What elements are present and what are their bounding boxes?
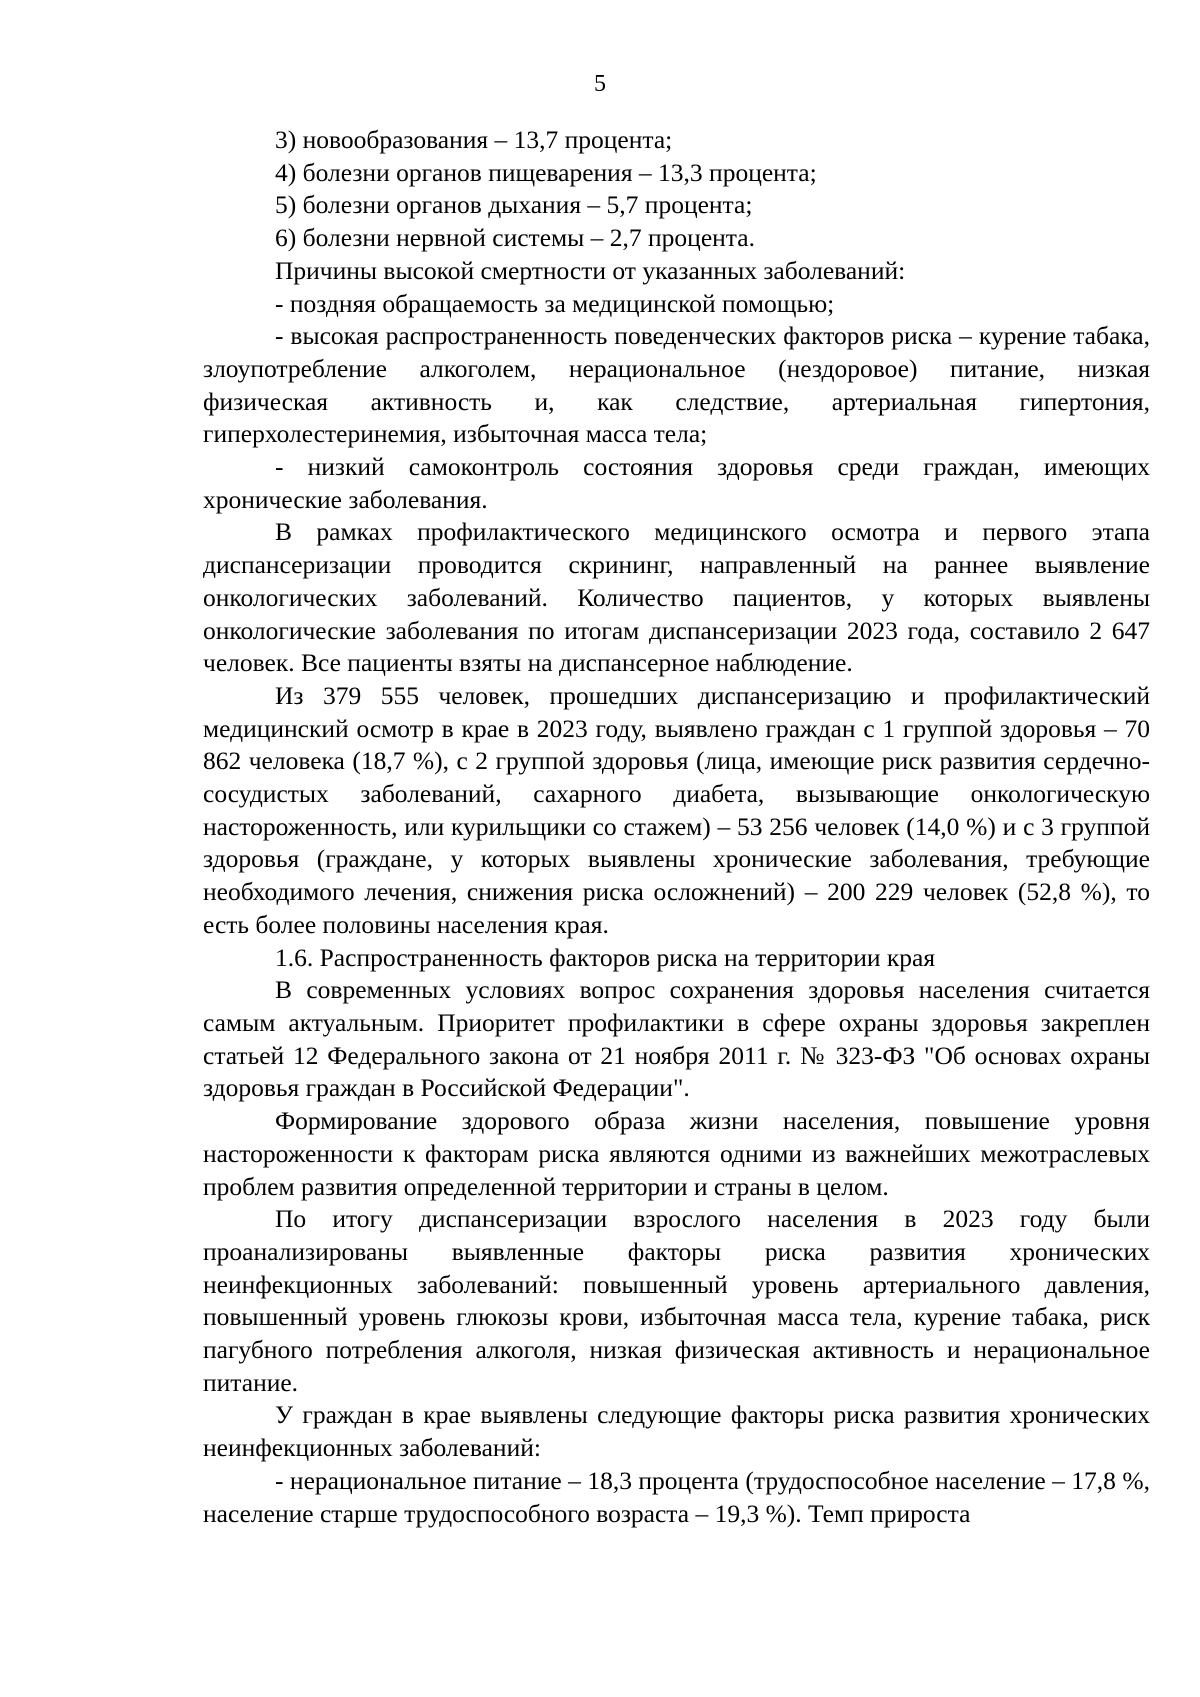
document-body — [203, 124, 1150, 1530]
paragraph-health-groups: Из 379 555 человек, прошедших диспансеризацию и профилактический медицинский осмотр в крае в 2023 году, выявлено граждан с 1 группой здоровья – 70 862 человека (18,7 %), с 2 группой здоровья (лица, имеющие риск развития сердечно-сосудистых заболеваний, сахарного диабета, вызывающие онкологическую настороженность, или курильщики со стажем) – 53 256 человек (14,0 %) и с 3 группой здоровья (граждане, у которых выявлены хронические заболевания, требующие необходимого лечения, снижения риска осложнений) – 200 229 человек (52,8 %), то есть более половины населения края. — [203, 680, 1150, 939]
list-item-respiratory-diseases: 5) болезни органов дыхания – 5,7 процента; — [275, 190, 753, 220]
paragraph-healthy-lifestyle: Формирование здорового образа жизни населения, повышение уровня настороженности к факторам риска являются одними из важнейших межотраслевых проблем развития определенной территории и страны в целом. — [203, 1106, 1150, 1201]
list-item-digestive-diseases: 4) болезни органов пищеварения – 13,3 процента; — [275, 157, 817, 187]
list-item-neoplasms: 3) новообразования – 13,7 процента; — [275, 125, 673, 154]
list-item-late-care-seeking: - поздняя обращаемость за медицинской помощью; — [275, 288, 835, 318]
paragraph-mortality-causes-heading: Причины высокой смертности от указанных заболеваний: — [275, 255, 906, 285]
list-item-low-self-control: - низкий самоконтроль состояния здоровья среди граждан, имеющих хронические заболевания. — [203, 452, 1150, 514]
list-item-irrational-nutrition: - нерациональное питание – 18,3 процента (трудоспособное население – 17,8 %, население старше трудоспособного возраста – 19,3 %). Темп прироста — [203, 1465, 1150, 1528]
list-item-nervous-system-diseases: 6) болезни нервной системы – 2,7 процента. — [275, 223, 755, 253]
section-heading-risk-factors: 1.6. Распространенность факторов риска на территории края — [275, 942, 936, 972]
page-number: 5 — [594, 71, 606, 97]
paragraph-identified-risk-factors: У граждан в крае выявлены следующие факторы риска развития хронических неинфекционных заболеваний: — [203, 1400, 1150, 1463]
paragraph-prevention-priority: В современных условиях вопрос сохранения здоровья населения считается самым актуальным. Приоритет профилактики в сфере охраны здоровья закреплен статьей 12 Федерального закона от 21 ноября 2011 г. № 323-ФЗ "Об основах охраны здоровья граждан в Российской Федерации". — [203, 975, 1150, 1103]
list-item-behavioral-risk-factors: - высокая распространенность поведенческих факторов риска – курение табака, злоупотребление алкоголем, нерациональное (нездоровое) питание, низкая физическая активность и, как следствие, артериальная гипертония, гиперхолестеринемия, избыточная масса тела; — [203, 321, 1150, 449]
paragraph-oncology-screening: В рамках профилактического медицинского осмотра и первого этапа диспансеризации проводится скрининг, направленный на раннее выявление онкологических заболеваний. Количество пациентов, у которых выявлены онкологические заболевания по итогам диспансеризации 2023 года, составило 2 647 человек. Все пациенты взяты на диспансерное наблюдение. — [203, 517, 1150, 678]
paragraph-dispensary-results: По итогу диспансеризации взрослого населения в 2023 году были проанализированы выявленные факторы риска развития хронических неинфекционных заболеваний: повышенный уровень артериального давления, повышенный уровень глюкозы крови, избыточная масса тела, курение табака, риск пагубного потребления алкоголя, низкая физическая активность и нерациональное питание. — [203, 1204, 1150, 1397]
